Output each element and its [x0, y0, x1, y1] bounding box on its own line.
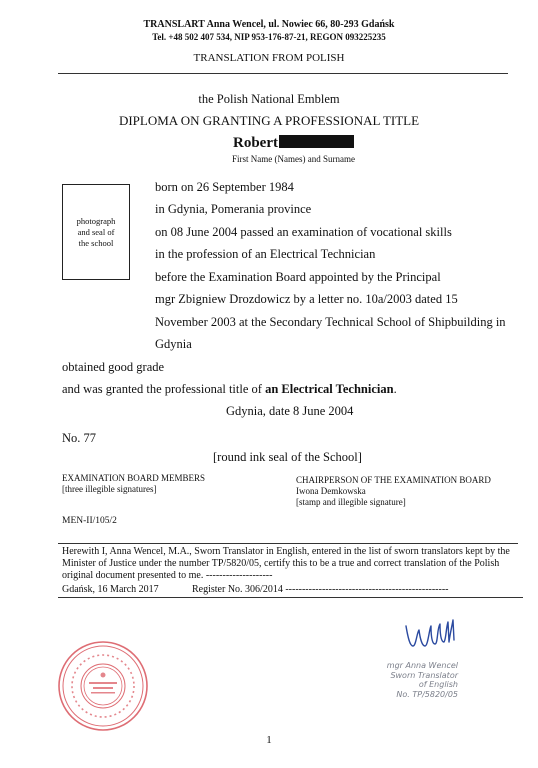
board-members-title: EXAMINATION BOARD MEMBERS: [62, 473, 206, 483]
photo-label: photograph and seal of the school: [76, 215, 116, 248]
translator-round-seal: [55, 638, 151, 734]
redacted-surname: [279, 135, 354, 148]
holder-name: [233, 135, 354, 152]
certification-register: Register No. 306/2014 -------------------------------------------------: [192, 584, 449, 595]
photo-placeholder: [62, 184, 130, 280]
diploma-number: No. 77: [62, 431, 97, 445]
seal-note: [round ink seal of the School]: [213, 450, 362, 464]
reference-number: MEN-II/105/2: [62, 516, 117, 526]
translation-note: TRANSLATION FROM POLISH: [193, 52, 345, 64]
emblem-note: the Polish National Emblem: [198, 92, 340, 106]
stamp-language: of English: [418, 680, 458, 689]
diploma-line-city: Gdynia: [155, 337, 192, 351]
diploma-line-profession: in the profession of an Electrical Technician: [155, 247, 376, 261]
granted-prefix: and was granted the professional title of: [62, 382, 266, 396]
name-caption: First Name (Names) and Surname: [232, 154, 355, 164]
stamp-name: mgr Anna Wencel: [386, 661, 458, 670]
stamp-number: No. TP/5820/05: [396, 689, 458, 699]
diploma-title: DIPLOMA ON GRANTING A PROFESSIONAL TITLE: [118, 113, 420, 128]
certification-bottom-line: [58, 597, 523, 598]
certification-divider: [58, 543, 518, 544]
diploma-line-principal: mgr Zbigniew Drozdowicz by a letter no. 10a/2003 dated 15: [155, 292, 458, 306]
translator-stamp: [378, 661, 458, 699]
granted-line: [62, 382, 397, 397]
grade-line: obtained good grade: [62, 360, 165, 374]
granted-suffix: .: [393, 382, 397, 396]
certification-text: Herewith I, Anna Wencel, M.A., Sworn Translator in English, entered in the list of sworn translators kept by the Minister of Justice under the number TP/5820/05, certify this to be a true and correct translation of the Polish original document presented to me. --------------------: [62, 546, 510, 581]
header-divider: [58, 73, 508, 74]
chair-name: Iwona Demkowska: [296, 486, 366, 496]
translator-signature: [400, 616, 458, 656]
holder-first-name: Robert: [233, 135, 278, 151]
diploma-line-birth: born on 26 September 1984: [155, 180, 294, 194]
diploma-line-school: November 2003 at the Secondary Technical School of Shipbuilding in: [155, 315, 506, 329]
diploma-line-board: before the Examination Board appointed by the Principal: [155, 270, 441, 284]
chair-signature: [stamp and illegible signature]: [296, 497, 406, 507]
company-header: TRANSLART Anna Wencel, ul. Nowiec 66, 80-293 Gdańsk: [143, 19, 395, 30]
diploma-line-exam: on 08 June 2004 passed an examination of vocational skills: [155, 225, 452, 239]
certification-place-date: Gdańsk, 16 March 2017: [62, 584, 159, 595]
company-contact: Tel. +48 502 407 534, NIP 953-176-87-21, REGON 093225235: [152, 32, 386, 42]
board-members-signatures: [three illegible signatures]: [62, 484, 157, 494]
diploma-line-birthplace: in Gdynia, Pomerania province: [155, 202, 312, 216]
page-number: 1: [266, 734, 272, 746]
stamp-role: Sworn Translator: [390, 670, 458, 680]
chair-title: CHAIRPERSON OF THE EXAMINATION BOARD: [296, 475, 491, 485]
place-date: Gdynia, date 8 June 2004: [226, 404, 354, 418]
granted-title: an Electrical Technician: [265, 382, 394, 396]
